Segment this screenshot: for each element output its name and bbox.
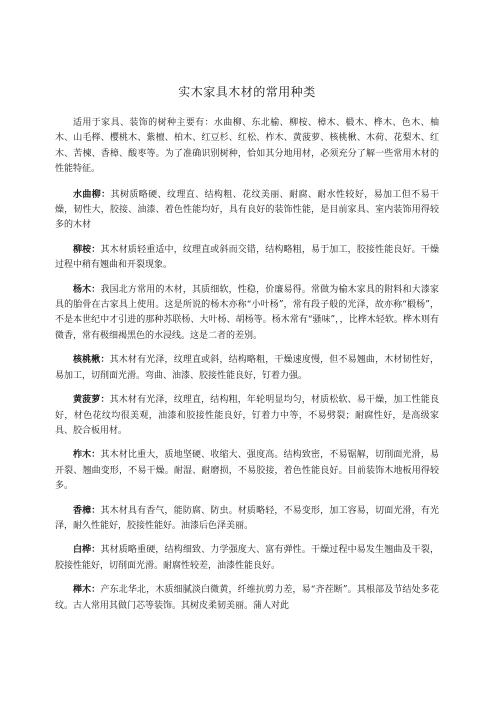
entry-term: 核桃楸：	[73, 355, 110, 366]
entry-paragraph-shuiquliu	[55, 188, 439, 234]
entry-paragraph-huangboluo	[55, 393, 439, 439]
entry-paragraph-baihua	[55, 543, 439, 574]
entry-paragraph-zuomu	[55, 448, 439, 494]
entry-term: 柳桉：	[73, 244, 101, 255]
entry-text: 其木材比重大，质地坚硬、收缩大、强度高。结构致密，不易锯解，切削面光滑，易开裂、翘曲变形，不易干燥。耐湿、耐磨损，不易胶接，着色性能良好。目前装饰木地板用得较多。	[55, 450, 439, 492]
entry-text: 其木材具有香气，能防腐、防虫。材质略轻，不易变形，加工容易，切面光滑，有光泽，耐久性能好，胶接性能好。油漆后色泽美丽。	[55, 505, 439, 531]
entry-text: 其木材有光泽，纹理直或斜，结构略粗，干燥速度慢，但不易翘曲，木材韧性好，易加工，切削面光滑。弯曲、油漆、胶接性能良好，钉着力强。	[55, 355, 439, 381]
entry-term: 香樟：	[73, 505, 101, 516]
entry-text: 其木材有光泽，纹理直，结构粗，年轮明显均匀，材质松软、易干燥，加工性能良好，材色花纹均很美观，油漆和胶接性能良好，钉着力中等，不易劈裂；耐腐性好，是高级家具、胶合板用材。	[55, 395, 439, 436]
document-title: 实木家具木材的常用种类	[178, 85, 316, 99]
intro-paragraph: 适用于家具、装饰的树种主要有：水曲柳、东北榆、柳桉、樟木、椴木、桦木、色木、柚木、山毛榉、樱桃木、紫檀、柏木、红豆杉、红松、柞木、黄菠萝、核桃楸、木荷、花梨木、红木、苦楝、香樟、酸枣等。为了准确识别树种，恰如其分地用材，必须充分了解一些常用木材的性能特征。	[55, 118, 439, 175]
entry-text: 其树质略硬、纹理直、结构粗、花纹美丽、耐腐、耐水性较好，易加工但不易干燥，韧性大，胶接、油漆、着色性能均好，具有良好的装饰性能，是目前家具、室内装饰用得较多的木材	[55, 189, 439, 231]
entry-term: 水曲柳：	[73, 189, 111, 200]
entry-paragraph-xiangzhang	[55, 504, 439, 535]
entry-text: 我国北方常用的木材，其质细软，性稳，价廉易得。常做为榆木家具的附料和大漆家具的胎骨在古家具上使用。这是所说的杨木亦称“小叶杨”，常有段子般的光泽，故亦称“椴杨”，不是本世纪中才引进的那种苏联杨、大叶杨、胡杨等。杨木常有“骚味”，，比桦木轻软。桦木则有微香，常有极细褐黑色的水浸线。这是二者的差别。	[55, 284, 439, 341]
entry-paragraph-liuan	[55, 243, 439, 274]
entry-text: 其木材质轻重适中，纹理直或斜而交错，结构略粗，易于加工，胶接性能良好。干燥过程中稍有翘曲和开裂现象。	[55, 244, 439, 271]
entry-term: 榉木：	[73, 585, 101, 596]
entry-paragraph-hetaoqiu	[55, 353, 439, 384]
entry-text: 其材质略重硬，结构细致、力学强度大、富有弹性。干燥过程中易发生翘曲及干裂，胶接性能好，切削面光滑。耐腐性较差，油漆性能良好。	[55, 545, 439, 571]
entry-term: 杨木：	[73, 284, 101, 295]
entry-term: 白桦：	[73, 545, 101, 556]
entry-text: 产东北华北，木质细腻淡白微黄，纤维抗剪力差，易“齐茬断”。其根部及节结处多花纹。古人常用其做门芯等装饰。其树皮柔韧美丽。蒲人对此	[55, 585, 439, 611]
entry-paragraph-jumu	[55, 583, 439, 614]
entry-paragraph-yangmu	[55, 283, 439, 345]
entry-term: 黄菠萝：	[73, 395, 110, 406]
entry-term: 柞木：	[73, 450, 101, 461]
